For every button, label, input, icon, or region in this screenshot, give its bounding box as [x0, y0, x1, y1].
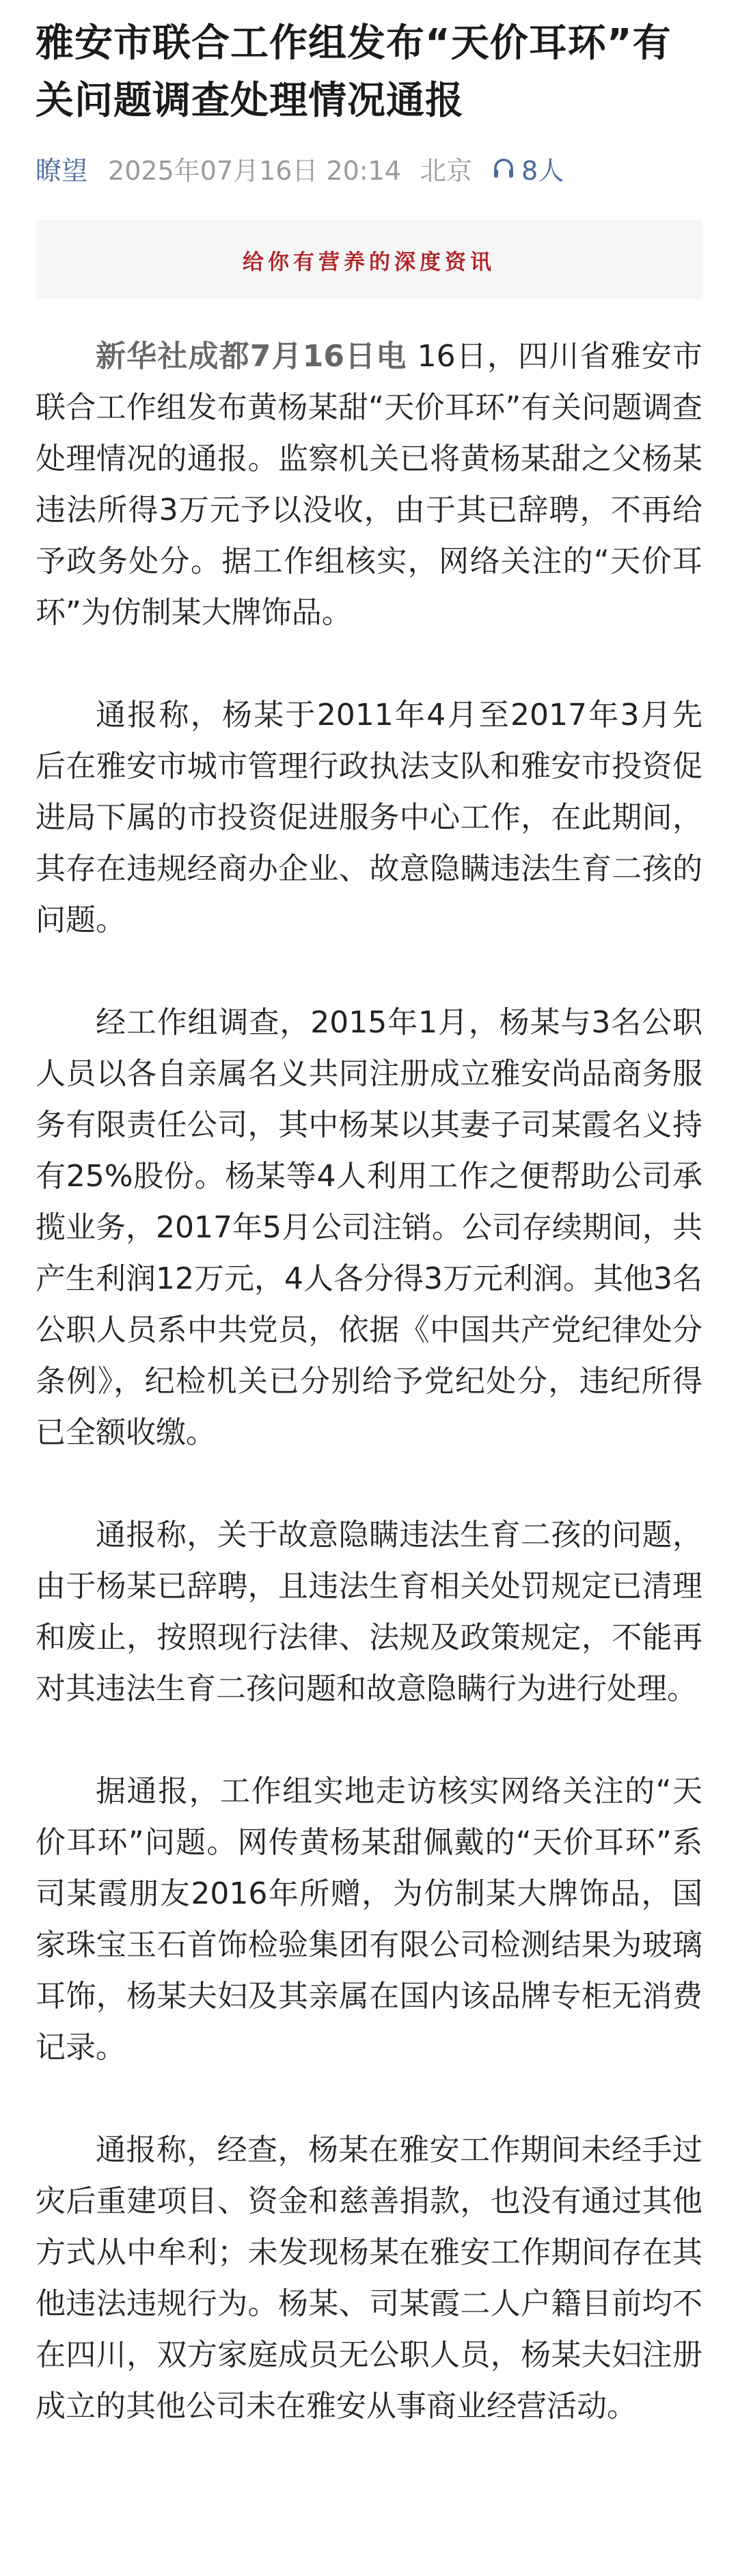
banner-text: 给你有营养的深度资讯 [243, 249, 495, 275]
article-banner [36, 220, 702, 299]
article-title: 雅安市联合工作组发布“天价耳环”有关问题调查处理情况通报 [36, 21, 672, 123]
paragraph-1 [36, 331, 702, 638]
headphone-icon [490, 154, 517, 182]
paragraph-1-text: 16日，四川省雅安市联合工作组发布黄杨某甜“天价耳环”有关问题调查处理情况的通报。监察机关已将黄杨某甜之父杨某违法所得3万元予以没收，由于其已辞聘，不再给予政务处分。据工作组核实，网络关注的“天价耳环”为仿制某大牌饰品。 [36, 339, 702, 630]
paragraph-3: 经工作组调查，2015年1月，杨某与3名公职人员以各自亲属名义共同注册成立雅安尚品商务服务有限责任公司，其中杨某以其妻子司某霞名义持有25%股份。杨某等4人利用工作之便帮助公司承揽业务，2017年5月公司注销。公司存续期间，共产生利润12万元，4人各分得3万元利润。其他3名公职人员系中共党员，依据《中国共产党纪律处分条例》，纪检机关已分别给予党纪处分，违纪所得已全额收缴。 [36, 1005, 702, 1450]
paragraph-6: 通报称，经查，杨某在雅安工作期间未经手过灾后重建项目、资金和慈善捐款，也没有通过其他方式从中牟利；未发现杨某在雅安工作期间存在其他违法违规行为。杨某、司某霞二人户籍目前均不在四川，双方家庭成员无公职人员，杨某夫妇注册成立的其他公司未在雅安从事商业经营活动。 [36, 2133, 702, 2424]
publish-location: 北京 [420, 155, 473, 186]
article-meta [36, 150, 702, 186]
listen-button[interactable] [490, 150, 564, 187]
paragraph-4: 通报称，关于故意隐瞒违法生育二孩的问题，由于杨某已辞聘，且违法生育相关处罚规定已清理和废止，按照现行法律、法规及政策规定，不能再对其违法生育二孩问题和故意隐瞒行为进行处理。 [36, 1518, 702, 1706]
publish-datetime: 2025年07月16日 20:14 [108, 155, 402, 186]
source-link[interactable]: 瞭望 [36, 155, 88, 186]
paragraph-2: 通报称，杨某于2011年4月至2017年3月先后在雅安市城市管理行政执法支队和雅安市投资促进局下属的市投资促进服务中心工作，在此期间，其存在违规经商办企业、故意隐瞒违法生育二孩的问题。 [36, 698, 702, 937]
article-body [36, 331, 702, 2432]
paragraph-5: 据通报，工作组实地走访核实网络关注的“天价耳环”问题。网传黄杨某甜佩戴的“天价耳环”系司某霞朋友2016年所赠，为仿制某大牌饰品，国家珠宝玉石首饰检验集团有限公司检测结果为玻璃耳饰，杨某夫妇及其亲属在国内该品牌专柜无消费记录。 [36, 1774, 702, 2065]
listener-count: 8人 [521, 155, 564, 186]
dateline: 新华社成都7月16日电 [96, 339, 407, 374]
